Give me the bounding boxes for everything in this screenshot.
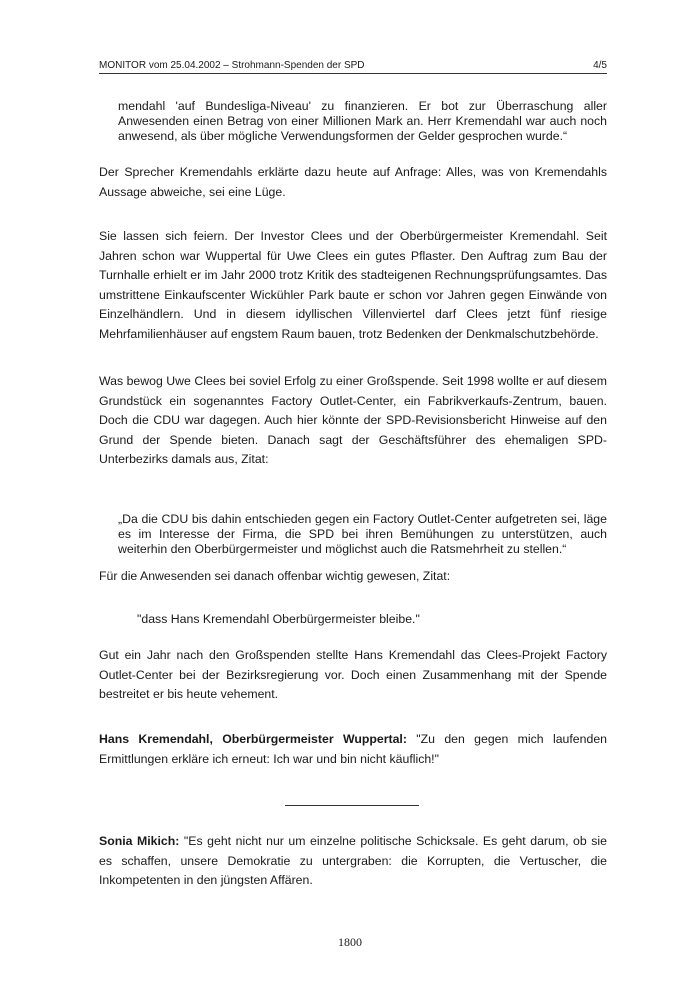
section-divider <box>285 805 419 806</box>
statement-mikich-text: "Es geht nicht nur um einzelne politische Schicksale. Es geht darum, ob sie es schaffen, unsere Demokratie zu untergraben: die Korrupten, die Vertuscher, die Inkompetenten in den jüngsten Affären. <box>99 834 607 887</box>
paragraph-spokesman: Der Sprecher Kremendahls erklärte dazu heute auf Anfrage: Alles, was von Kremendahls Aussage abweiche, sei eine Lüge. <box>99 165 607 199</box>
header-page-indicator: 4/5 <box>593 60 607 71</box>
statement-kremendahl-text: "Zu den gegen mich laufenden Ermittlungen erkläre ich erneut: Ich war und bin nicht käuflich!" <box>99 732 608 766</box>
statement-kremendahl <box>99 730 607 769</box>
quote-mayor: "dass Hans Kremendahl Oberbürgermeister bleibe." <box>137 612 420 626</box>
page-header <box>99 60 607 74</box>
quote-continuation: mendahl 'auf Bundesliga-Niveau' zu finanzieren. Er bot zur Überraschung aller Anwesenden einen Betrag von einer Millionen Mark an. Herr Kremendahl war auch noch anwesend, als über mögliche Verwendungsformen der Gelder gesprochen wurde.“ <box>118 99 607 143</box>
speaker-mikich: Sonia Mikich: <box>99 834 180 848</box>
speaker-kremendahl: Hans Kremendahl, Oberbürgermeister Wuppertal: <box>99 732 407 746</box>
quote-cdu: „Da die CDU bis dahin entschieden gegen ein Factory Outlet-Center aufgetreten sei, läge es im Interesse der Firma, die SPD bei ihren Bemühungen zu unterstützen, auch weiterhin den Oberbürgermeister und möglichst auch die Ratsmehrheit zu stellen.“ <box>118 512 607 556</box>
paragraph-project: Gut ein Jahr nach den Großspenden stellte Hans Kremendahl das Clees-Projekt Factory Outlet-Center bei der Bezirksregierung vor. Doch einen Zusammenhang mit der Spende bestreitet er bis heute vehement. <box>99 648 607 701</box>
paragraph-investor: Sie lassen sich feiern. Der Investor Clees und der Oberbürgermeister Kremendahl. Seit Jahren schon war Wuppertal für Uwe Clees ein gutes Pflaster. Den Auftrag zum Bau der Turnhalle erhielt er im Jahr 2000 trotz Kritik des stadteigenen Rechnungsprüfungsamtes. Das umstrittene Einkaufscenter Wickühler Park baute er schon vor Jahren gegen Einwände von Einzelhändlern. Und in diesem idyllischen Villenviertel darf Clees jetzt fünf riesige Mehrfamilienhäuser auf engstem Raum bauen, trotz Bedenken der Denkmalschutzbehörde. <box>99 229 607 341</box>
statement-mikich <box>99 832 607 891</box>
paragraph-attendees: Für die Anwesenden sei danach offenbar wichtig gewesen, Zitat: <box>99 569 451 583</box>
header-title: MONITOR vom 25.04.2002 – Strohmann-Spenden der SPD <box>99 60 365 71</box>
page-number: 1800 <box>338 935 362 949</box>
paragraph-donation: Was bewog Uwe Clees bei soviel Erfolg zu einer Großspende. Seit 1998 wollte er auf diesem Grundstück ein sogenanntes Factory Outlet-Center, ein Fabrikverkaufs-Zentrum, bauen. Doch die CDU war dagegen. Auch hier könnte der SPD-Revisionsbericht Hinweise auf den Grund der Spende bieten. Danach sagt der Geschäftsführer des ehemaligen SPD-Unterbezirks damals aus, Zitat: <box>99 374 607 466</box>
